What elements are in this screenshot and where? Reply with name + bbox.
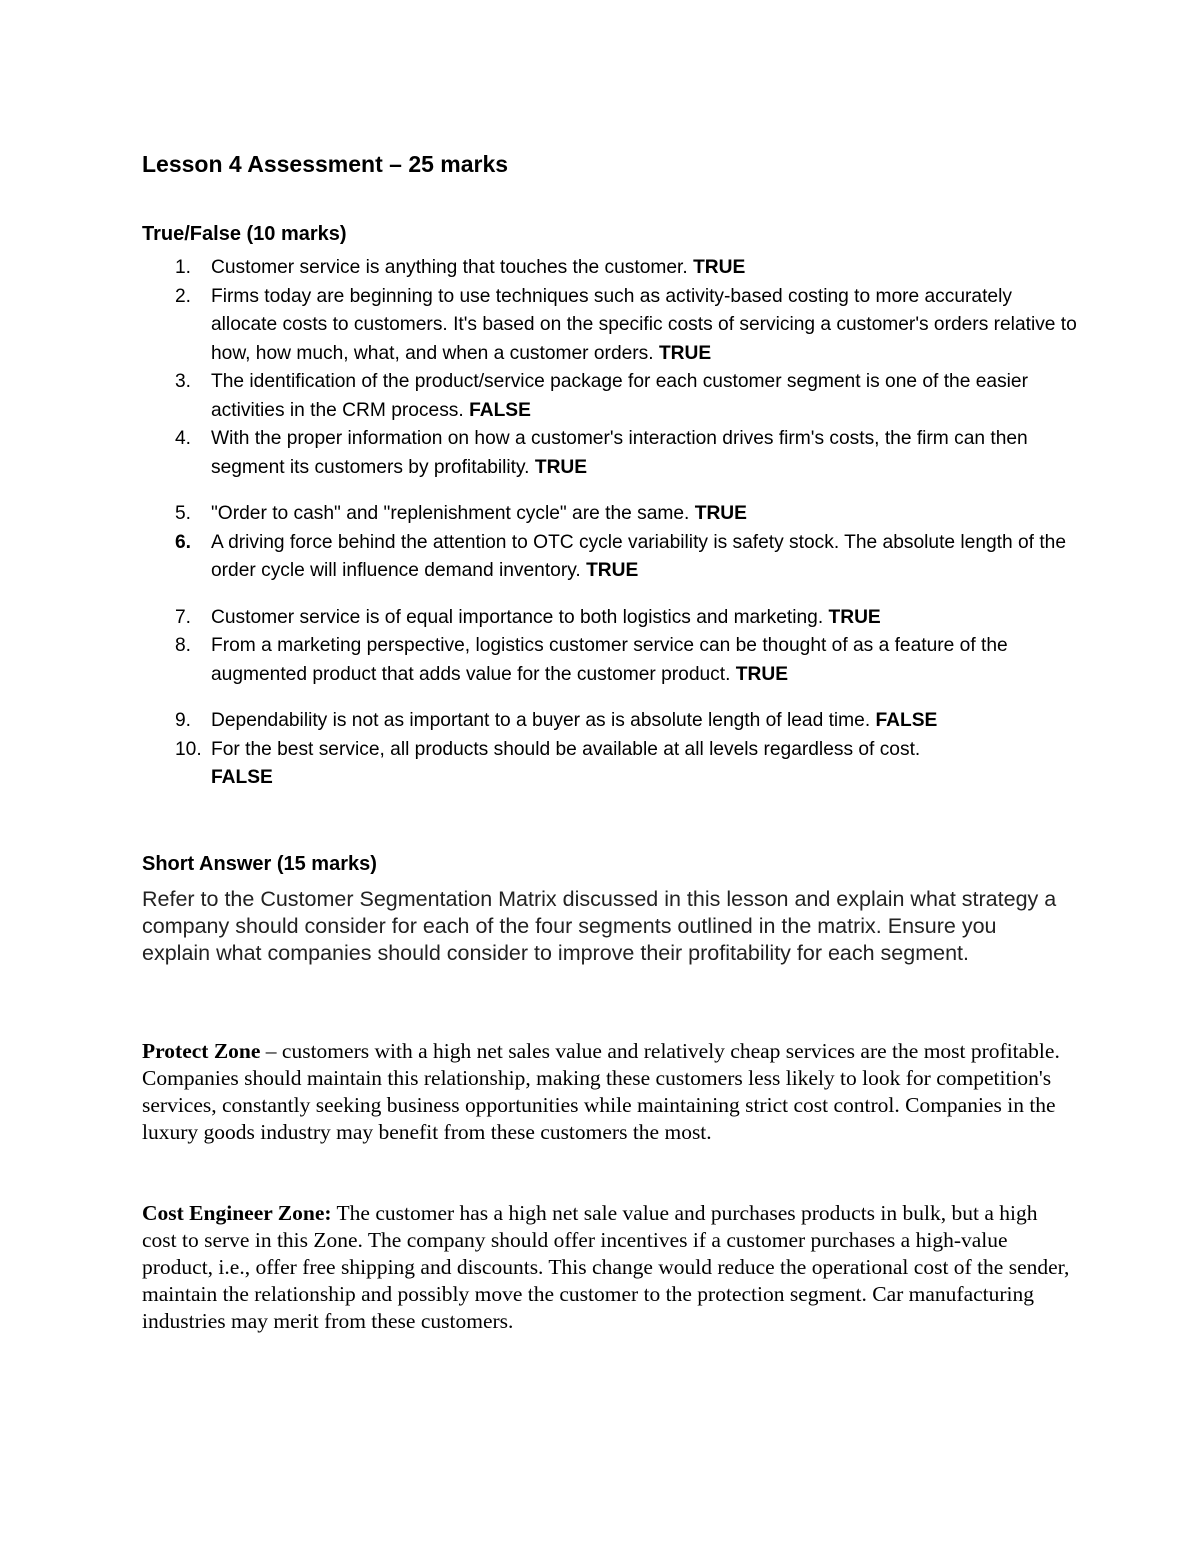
item-number: 8. xyxy=(175,635,192,656)
list-item xyxy=(142,736,1082,793)
list-item xyxy=(142,254,1082,283)
list-item xyxy=(142,500,1082,529)
item-number: 3. xyxy=(175,371,192,392)
list-item xyxy=(142,283,1082,369)
item-number: 6. xyxy=(175,531,192,553)
item-number: 9. xyxy=(175,710,192,731)
item-number: 10. xyxy=(175,738,202,760)
list-item xyxy=(142,425,1082,482)
list-item xyxy=(142,368,1082,425)
item-number: 2. xyxy=(175,285,192,307)
zone-name: Protect Zone xyxy=(142,1039,261,1063)
item-number: 4. xyxy=(175,428,192,449)
true-false-list xyxy=(142,254,1082,793)
item-text: From a marketing perspective, logistics customer service can be thought of as a feature of the augmented product that adds value for the customer product. xyxy=(211,635,1008,685)
item-text: A driving force behind the attention to OTC cycle variability is safety stock. The absolute length of the order cycle will influence demand inventory. xyxy=(211,531,1067,581)
item-text: "Order to cash" and "replenishment cycle" are the same. xyxy=(211,503,690,524)
item-number: 7. xyxy=(175,606,192,628)
item-answer: TRUE xyxy=(694,503,747,524)
item-answer: TRUE xyxy=(828,606,881,628)
item-answer: FALSE xyxy=(211,767,273,788)
zone-text: customers with a high net sales value and relatively cheap services are the most profitable. Companies should maintain this relationship, making these customers less likely to look for competition's services, constantly seeking business opportunities while maintaining strict cost control. Companies in the luxury goods industry may benefit from these customers the most. xyxy=(142,1039,1060,1144)
zone-text: The customer has a high net sale value and purchases products in bulk, but a high cost to serve in this Zone. The company should offer incentives if a customer purchases a high-value product, i.e., offer free shipping and discounts. This change would reduce the operational cost of the sender, maintain the relationship and possibly move the customer to the protection segment. Car manufacturing industries may merit from these customers. xyxy=(142,1201,1070,1333)
zone-name: Cost Engineer Zone: xyxy=(142,1201,332,1225)
protect-zone-paragraph xyxy=(142,1038,1072,1146)
cost-engineer-zone-paragraph xyxy=(142,1200,1072,1335)
item-answer: TRUE xyxy=(534,456,588,478)
item-number: 5. xyxy=(175,503,192,524)
list-item xyxy=(142,529,1082,586)
item-text: Dependability is not as important to a buyer as is absolute length of lead time. xyxy=(211,710,871,731)
item-answer: TRUE xyxy=(735,663,789,685)
item-answer: TRUE xyxy=(658,342,712,364)
item-text: Customer service is anything that touches the customer. xyxy=(211,257,688,278)
item-answer: TRUE xyxy=(586,560,639,581)
true-false-heading: True/False (10 marks) xyxy=(142,223,347,245)
item-answer: TRUE xyxy=(693,257,746,278)
item-text: Customer service is of equal importance to both logistics and marketing. xyxy=(211,606,824,628)
item-number: 1. xyxy=(175,257,192,278)
short-answer-prompt: Refer to the Customer Segmentation Matrix discussed in this lesson and explain what strategy a company should consider for each of the four segments outlined in the matrix. Ensure you explain what companies should consider to improve their profitability for each segment. xyxy=(142,887,1057,966)
item-text: For the best service, all products should be available at all levels regardless of cost. xyxy=(211,738,921,760)
short-answer-heading: Short Answer (15 marks) xyxy=(142,853,377,875)
page-title: Lesson 4 Assessment – 25 marks xyxy=(142,151,509,177)
zone-separator: – xyxy=(260,1039,282,1063)
item-text: Firms today are beginning to use techniques such as activity-based costing to more accurately allocate costs to customers. It's based on the specific costs of servicing a customer's orders relative to how, how much, what, and when a customer orders. xyxy=(211,285,1077,364)
item-text: The identification of the product/service package for each customer segment is one of the easier activities in the CRM process. xyxy=(211,371,1028,421)
item-answer: FALSE xyxy=(469,399,531,421)
item-text: With the proper information on how a customer's interaction drives firm's costs, the firm can then segment its customers by profitability. xyxy=(211,428,1028,478)
item-answer: FALSE xyxy=(875,710,938,731)
list-item xyxy=(142,604,1082,633)
list-item xyxy=(142,632,1082,689)
list-item xyxy=(142,707,1082,736)
